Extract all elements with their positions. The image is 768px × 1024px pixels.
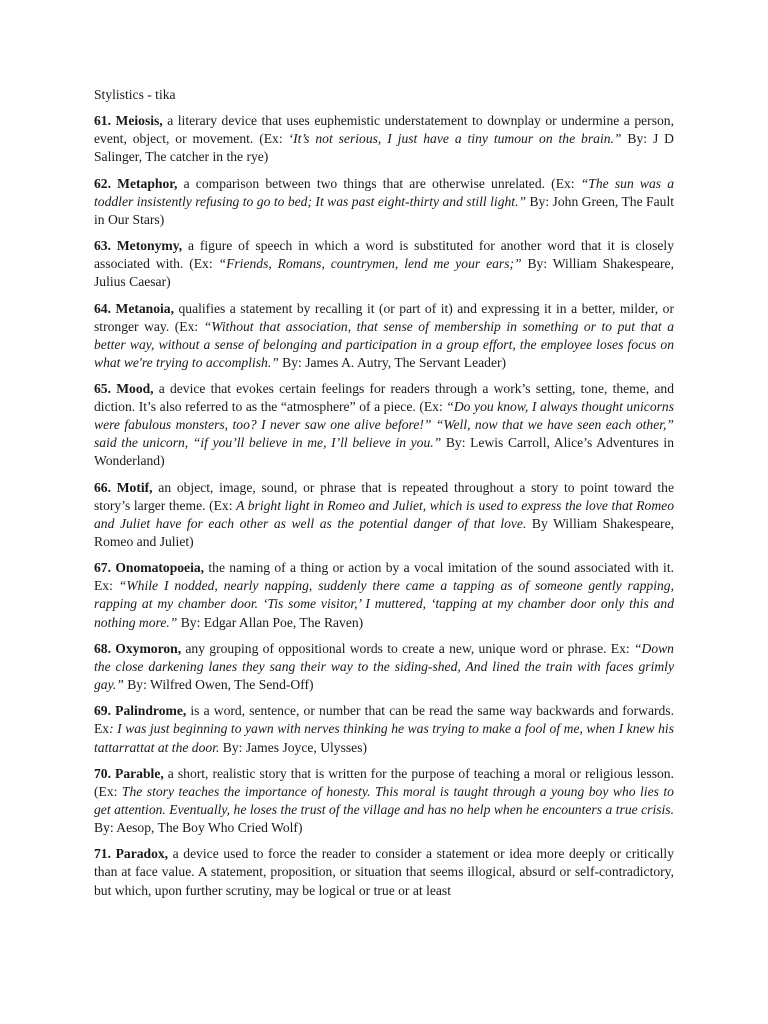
entry-term: Palindrome, <box>115 703 187 719</box>
entry-source: By: William Shakespeare, Julius Caesar) <box>94 256 674 290</box>
entry-example: A bright light in Romeo and Juliet, which is used to express the love that Romeo and Juliet have for each other as well as the potential danger of that love. <box>94 497 674 531</box>
entry-number: 68. <box>94 640 111 656</box>
entry-example: “Do you know, I always thought unicorns were fabulous monsters, too? I never saw one alive before!” “Well, now that we have seen each other,” said the unicorn, “if you’ll believe in me, I’ll believe in you.” <box>94 399 674 451</box>
entry-source: By: John Green, The Fault in Our Stars) <box>94 193 674 227</box>
entry-metaphor <box>94 175 674 229</box>
entry-onomatopoeia <box>94 559 674 631</box>
entry-paradox <box>94 845 674 899</box>
entry-number: 63. <box>94 238 111 254</box>
entry-example: “Friends, Romans, countrymen, lend me your ears;” <box>218 256 522 272</box>
entry-palindrome <box>94 702 674 756</box>
entry-definition: a short, realistic story that is written for the purpose of teaching a moral or religious lesson. (Ex: <box>94 765 674 799</box>
entry-mood <box>94 380 674 470</box>
entry-number: 67. <box>94 560 111 576</box>
entry-parable <box>94 765 674 837</box>
entry-term: Mood, <box>116 381 154 397</box>
document-page <box>94 86 674 908</box>
entry-meiosis <box>94 112 674 166</box>
entry-example: “While I nodded, nearly napping, suddenly there came a tapping as of someone gently rapping, rapping at my chamber door. ‘Tis some visitor,’ I muttered, ‘tapping at my chamber door only this and nothing more.” <box>94 578 674 630</box>
entry-source: By: Edgar Allan Poe, The Raven) <box>177 614 364 630</box>
entry-term: Metaphor, <box>117 175 178 191</box>
entry-example: : I was just beginning to yawn with nerves thinking he was trying to make a fool of me, when I knew his tattarrattat at the door. <box>94 721 674 755</box>
entry-number: 66. <box>94 479 111 495</box>
entry-example: “Without that association, that sense of membership in something or to put that a better way, without a sense of belonging and participation in a group effort, the employee loses focus on what we're trying to accomplish.” <box>94 318 674 370</box>
entry-number: 62. <box>94 175 111 191</box>
entry-definition: an object, image, sound, or phrase that is repeated throughout a story to point toward the story’s larger theme. (Ex: <box>94 479 674 513</box>
entry-term: Metanoia, <box>115 300 175 316</box>
entry-number: 70. <box>94 765 111 781</box>
entry-number: 69. <box>94 703 111 719</box>
entry-source: By William Shakespeare, Romeo and Juliet) <box>94 515 674 549</box>
entry-motif <box>94 479 674 551</box>
entry-definition: a device that evokes certain feelings for readers through a work’s setting, tone, theme, and diction. It’s also referred to as the “atmosphere” of a piece. (Ex: <box>94 381 674 415</box>
entry-definition: the naming of a thing or action by a vocal imitation of the sound associated with it. Ex: <box>94 560 674 594</box>
entry-term: Oxymoron, <box>115 640 182 656</box>
entry-metanoia <box>94 300 674 372</box>
entry-source: By: James A. Autry, The Servant Leader) <box>278 354 507 370</box>
entry-source: By: Wilfred Owen, The Send-Off) <box>123 677 314 693</box>
document-header: Stylistics - tika <box>94 87 176 102</box>
entry-definition: any grouping of oppositional words to create a new, unique word or phrase. Ex: <box>181 640 634 656</box>
entry-term: Motif, <box>116 479 153 495</box>
entry-term: Parable, <box>115 765 164 781</box>
entry-metonymy <box>94 237 674 291</box>
entry-example: “The sun was a toddler insistently refusing to go to bed; It was past eight-thirty and still light.” <box>94 175 675 209</box>
entry-source: By: Aesop, The Boy Who Cried Wolf) <box>94 820 303 836</box>
entry-definition: a comparison between two things that are otherwise unrelated. (Ex: <box>177 175 581 191</box>
entry-number: 64. <box>94 300 111 316</box>
entry-definition: a device used to force the reader to consider a statement or idea more deeply or critically than at face value. A statement, proposition, or situation that seems illogical, absurd or self-contradictory, but which, upon further scrutiny, may be logical or true or at least <box>94 846 674 898</box>
entry-term: Onomatopoeia, <box>115 560 205 576</box>
entry-definition: is a word, sentence, or number that can be read the same way backwards and forwards. Ex <box>94 703 674 737</box>
entry-definition: a literary device that uses euphemistic understatement to downplay or undermine a person, event, object, or movement. (Ex: <box>94 113 674 147</box>
entry-source: By: James Joyce, Ulysses) <box>219 739 368 755</box>
entry-definition: qualifies a statement by recalling it (or part of it) and expressing it in a better, milder, or stronger way. (Ex: <box>94 300 674 334</box>
entry-number: 71. <box>94 846 111 862</box>
entry-term: Metonymy, <box>116 238 183 254</box>
entry-source: By: Lewis Carroll, Alice’s Adventures in Wonderland) <box>94 435 674 469</box>
entry-definition: a figure of speech in which a word is substituted for another word that it is closely associated with. (Ex: <box>94 238 674 272</box>
entry-example: ‘It’s not serious, I just have a tiny tumour on the brain.” <box>288 131 622 147</box>
entry-number: 65. <box>94 381 111 397</box>
entry-term: Paradox, <box>115 846 169 862</box>
entry-oxymoron <box>94 640 674 694</box>
entry-source: By: J D Salinger, The catcher in the rye) <box>94 131 674 165</box>
entry-term: Meiosis, <box>115 113 163 129</box>
entry-number: 61. <box>94 113 111 129</box>
entry-example: The story teaches the importance of honesty. This moral is taught through a young boy who lies to get attention. Eventually, he loses the trust of the village and has no help when he encounters a true crisis. <box>94 783 674 817</box>
entry-example: “Down the close darkening lanes they sang their way to the siding-shed, And lined the train with faces grimly gay.” <box>94 640 674 693</box>
